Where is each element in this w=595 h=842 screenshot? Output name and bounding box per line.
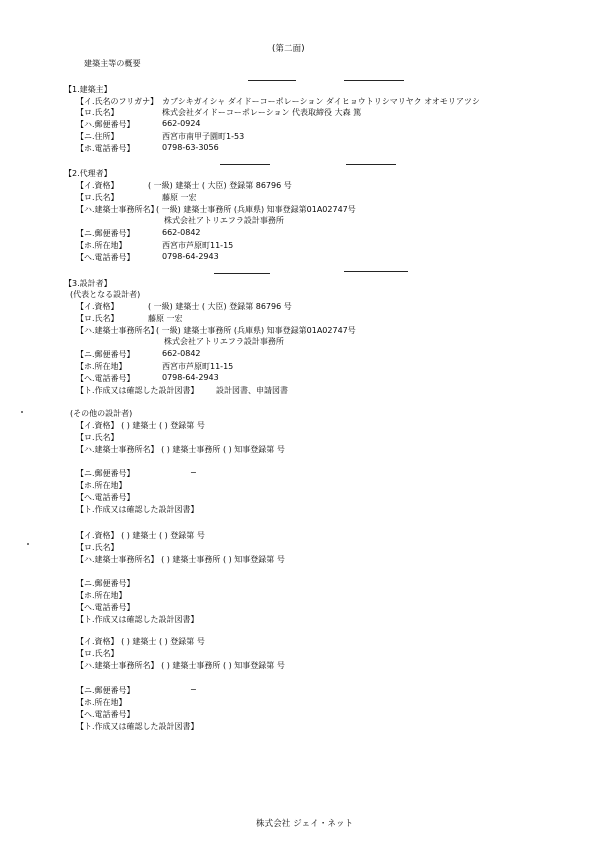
other-b-zip-label: 【ニ.郵便番号】 <box>76 579 135 588</box>
other-b-address-label: 【ホ.所在地】 <box>76 591 127 600</box>
scan-speck <box>21 411 23 413</box>
owner-zip-label: 【ハ.郵便番号】 <box>76 120 135 129</box>
designer-heading: 【3.設計者】 <box>64 279 112 288</box>
other-c-zip-dash: − <box>190 685 197 694</box>
other-a-address-label: 【ホ.所在地】 <box>76 481 127 490</box>
designer-docs-value: 設計図書、申請図書 <box>216 386 288 395</box>
designer-office-value: ( 一級) 建築士事務所 (兵庫県) 知事登録第01A02747号 <box>156 326 356 335</box>
other-a-docs-label: 【ト.作成又は確認した設計図書】 <box>76 505 199 514</box>
designer-name-value: 藤原 一宏 <box>148 314 183 323</box>
designer-address-label: 【ホ.所在地】 <box>76 362 127 371</box>
designer-docs-label: 【ト.作成又は確認した設計図書】 <box>76 386 199 395</box>
agent-heading: 【2.代理者】 <box>64 169 112 178</box>
designer-other-subheading: (その他の設計者) <box>70 409 133 418</box>
agent-name-label: 【ロ.氏名】 <box>76 193 119 202</box>
owner-tel-label: 【ホ.電話番号】 <box>76 144 135 153</box>
scan-rule <box>346 164 396 165</box>
designer-office-name-value: 株式会社アトリエフラ設計事務所 <box>164 337 284 346</box>
other-a-name-label: 【ロ.氏名】 <box>76 433 119 442</box>
other-b-qualification-row: 【イ.資格】 ( ) 建築士 ( ) 登録第 号 <box>76 531 205 540</box>
designer-zip-value: 662-0842 <box>162 349 201 358</box>
owner-heading: 【1.建築主】 <box>64 85 112 94</box>
agent-zip-value: 662-0842 <box>162 228 201 237</box>
agent-office-name-value: 株式会社アトリエフラ設計事務所 <box>164 216 284 225</box>
other-a-qualification-row: 【イ.資格】 ( ) 建築士 ( ) 登録第 号 <box>76 421 205 430</box>
designer-qualification-value: ( 一級) 建築士 ( 大臣) 登録第 86796 号 <box>148 302 292 311</box>
agent-tel-value: 0798-64-2943 <box>162 252 219 261</box>
agent-qualification-value: ( 一級) 建築士 ( 大臣) 登録第 86796 号 <box>148 181 292 190</box>
scan-rule <box>344 271 408 272</box>
other-c-docs-label: 【ト.作成又は確認した設計図書】 <box>76 722 199 731</box>
other-c-name-label: 【ロ.氏名】 <box>76 649 119 658</box>
owner-address-label: 【ニ.住所】 <box>76 132 119 141</box>
scan-rule <box>220 164 270 165</box>
other-b-name-label: 【ロ.氏名】 <box>76 543 119 552</box>
other-a-zip-dash: − <box>190 468 197 477</box>
other-c-zip-label: 【ニ.郵便番号】 <box>76 686 135 695</box>
section-title: 建築主等の概要 <box>84 59 141 68</box>
owner-furigana-label: 【イ.氏名のフリガナ】 <box>76 97 159 106</box>
owner-name-value: 株式会社ダイドーコーポレーション 代表取締役 大森 篤 <box>162 108 362 117</box>
agent-office-value: ( 一級) 建築士事務所 (兵庫県) 知事登録第01A02747号 <box>156 205 356 214</box>
agent-name-value: 藤原 一宏 <box>162 193 197 202</box>
agent-address-label: 【ホ.所在地】 <box>76 241 127 250</box>
designer-office-label: 【ハ.建築士事務所名】 <box>76 326 159 335</box>
designer-tel-value: 0798-64-2943 <box>162 373 219 382</box>
owner-furigana-value: カブシキガイシャ ダイドーコーポレーション ダイヒョウトリシマリヤク オオモリアツシ <box>162 97 480 106</box>
designer-tel-label: 【ヘ.電話番号】 <box>76 374 135 383</box>
agent-address-value: 西宮市芦原町11-15 <box>162 241 234 250</box>
owner-address-value: 西宮市南甲子園町1-53 <box>162 132 245 141</box>
other-a-office-row: 【ハ.建築士事務所名】 ( ) 建築士事務所 ( ) 知事登録第 号 <box>76 445 285 454</box>
designer-name-label: 【ロ.氏名】 <box>76 314 119 323</box>
other-c-tel-label: 【ヘ.電話番号】 <box>76 710 135 719</box>
designer-rep-subheading: (代表となる設計者) <box>70 290 141 299</box>
scan-speck <box>27 543 29 545</box>
designer-address-value: 西宮市芦原町11-15 <box>162 362 234 371</box>
scan-rule <box>248 80 296 81</box>
other-c-qualification-row: 【イ.資格】 ( ) 建築士 ( ) 登録第 号 <box>76 637 205 646</box>
agent-qualification-label: 【イ.資格】 <box>76 181 119 190</box>
agent-zip-label: 【ニ.郵便番号】 <box>76 229 135 238</box>
other-a-zip-label: 【ニ.郵便番号】 <box>76 469 135 478</box>
other-a-tel-label: 【ヘ.電話番号】 <box>76 493 135 502</box>
other-c-office-row: 【ハ.建築士事務所名】 ( ) 建築士事務所 ( ) 知事登録第 号 <box>76 661 285 670</box>
other-b-tel-label: 【ヘ.電話番号】 <box>76 603 135 612</box>
other-c-address-label: 【ホ.所在地】 <box>76 698 127 707</box>
page-label: (第二面) <box>272 44 305 54</box>
agent-tel-label: 【ヘ.電話番号】 <box>76 253 135 262</box>
footer-stamp: 株式会社 ジェイ・ネット <box>256 819 354 829</box>
scan-rule <box>214 273 270 274</box>
designer-qualification-label: 【イ.資格】 <box>76 302 119 311</box>
owner-zip-value: 662-0924 <box>162 119 201 128</box>
agent-office-label: 【ハ.建築士事務所名】 <box>76 205 159 214</box>
scan-rule <box>344 80 404 81</box>
other-b-docs-label: 【ト.作成又は確認した設計図書】 <box>76 615 199 624</box>
other-b-office-row: 【ハ.建築士事務所名】 ( ) 建築士事務所 ( ) 知事登録第 号 <box>76 555 285 564</box>
owner-tel-value: 0798-63-3056 <box>162 143 219 152</box>
designer-zip-label: 【ニ.郵便番号】 <box>76 350 135 359</box>
owner-name-label: 【ロ.氏名】 <box>76 108 119 117</box>
